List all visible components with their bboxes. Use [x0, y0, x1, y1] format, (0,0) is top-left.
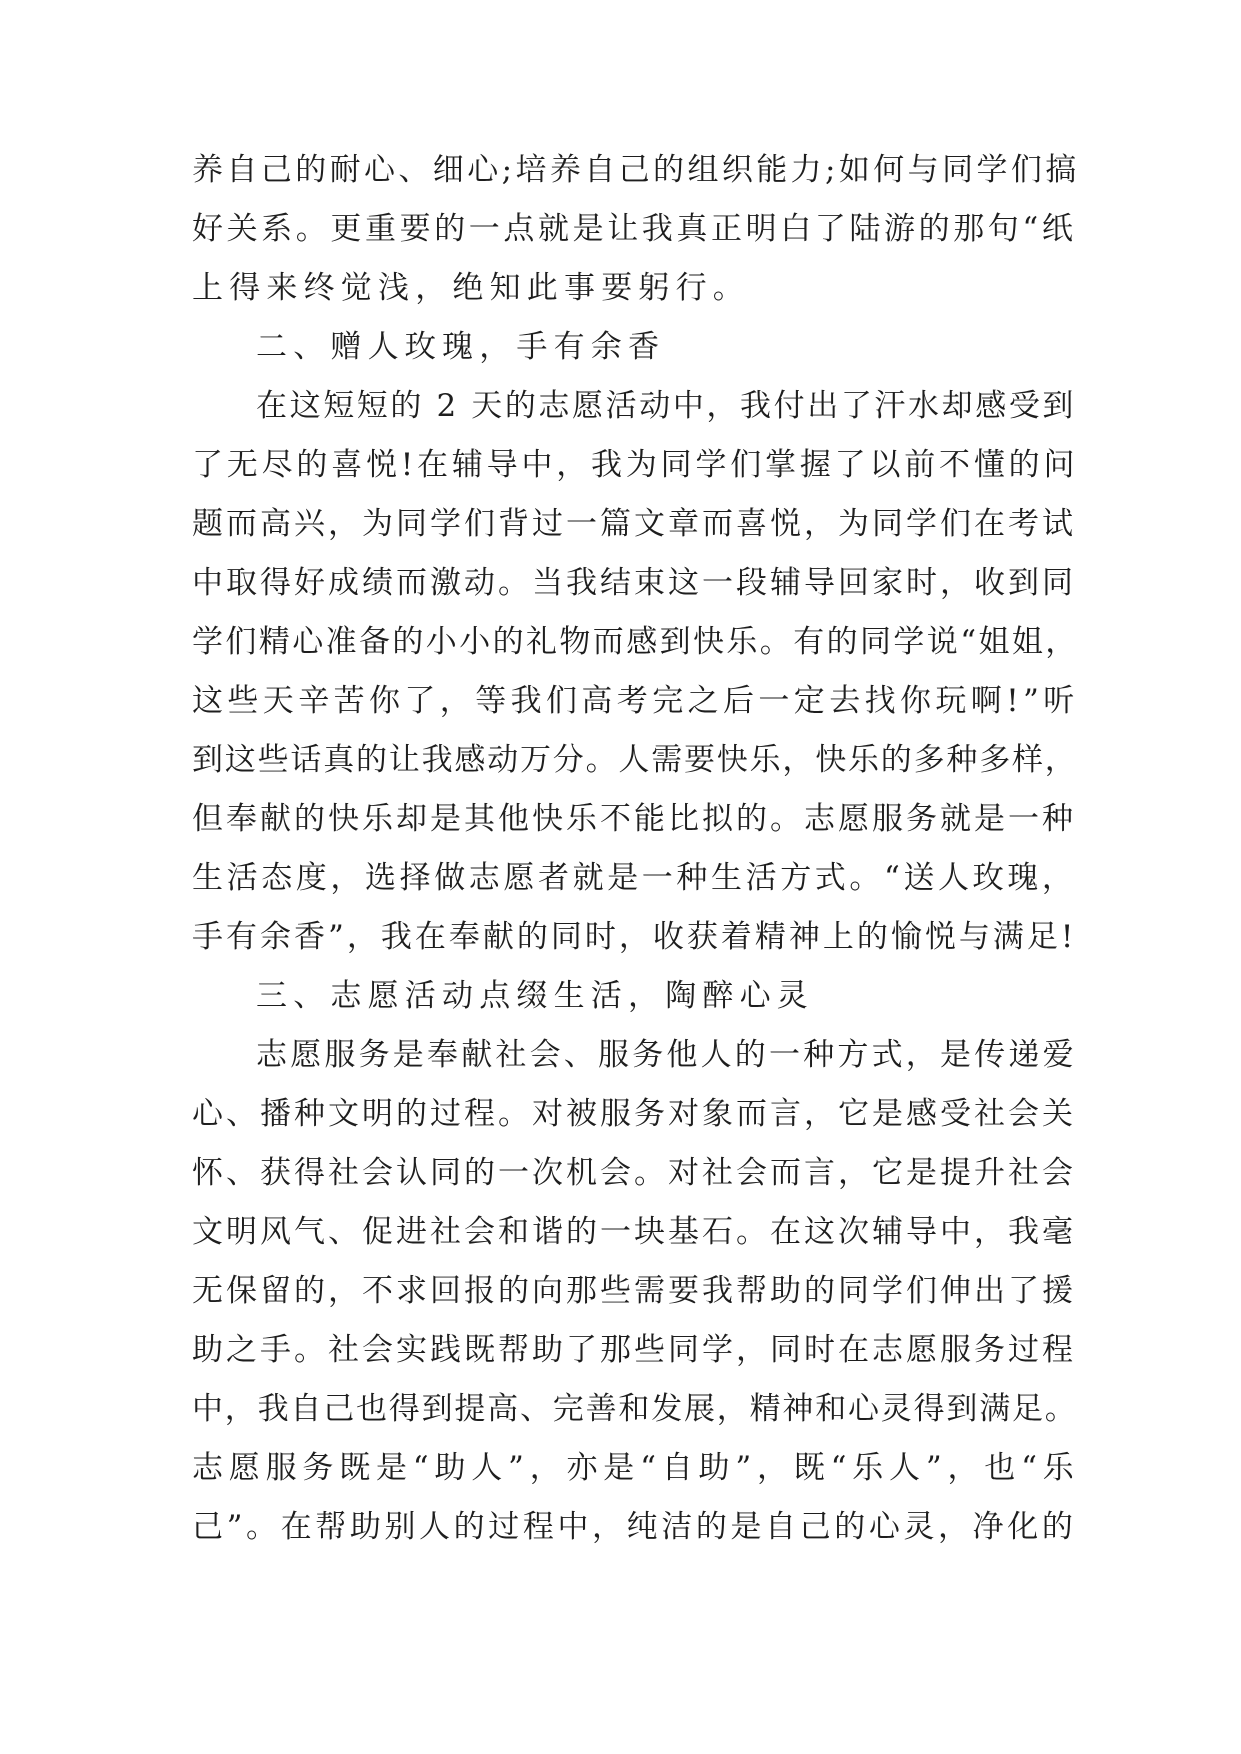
text-line: 文明风气、促进社会和谐的一块基石。在这次辅导中，我毫 [192, 1214, 1076, 1250]
text-line: 好关系。更重要的一点就是让我真正明白了陆游的那句“纸 [192, 211, 1077, 247]
text-line: 学们精心准备的小小的礼物而感到快乐。有的同学说“姐姐， [192, 624, 1079, 660]
text-line: 助之手。社会实践既帮助了那些同学，同时在志愿服务过程 [192, 1332, 1076, 1368]
text-line: 养自己的耐心、细心;培养自己的组织能力;如何与同学们搞 [192, 152, 1080, 188]
text-line: 己”。在帮助别人的过程中，纯洁的是自己的心灵，净化的 [192, 1509, 1077, 1545]
text-line: 生活态度，选择做志愿者就是一种生活方式。“送人玫瑰， [192, 860, 1077, 896]
text-line: 但奉献的快乐却是其他快乐不能比拟的。志愿服务就是一种 [192, 801, 1076, 837]
text-line: 志愿服务是奉献社会、服务他人的一种方式，是传递爱 [256, 1037, 1077, 1073]
text-line: 中取得好成绩而激动。当我结束这一段辅导回家时，收到同 [192, 565, 1076, 601]
text-line: 这些天辛苦你了，等我们高考完之后一定去找你玩啊!”听 [192, 683, 1079, 719]
text-line: 中，我自己也得到提高、完善和发展，精神和心灵得到满足。 [192, 1391, 1078, 1427]
text-line: 无保留的，不求回报的向那些需要我帮助的同学们伸出了援 [192, 1273, 1076, 1309]
section-heading: 二、赠人玫瑰，手有余香 [256, 329, 666, 365]
text-line: 到这些话真的让我感动万分。人需要快乐，快乐的多种多样， [192, 742, 1078, 778]
text-line: 题而高兴，为同学们背过一篇文章而喜悦，为同学们在考试 [192, 506, 1076, 542]
text-line: 了无尽的喜悦!在辅导中，我为同学们掌握了以前不懂的问 [192, 447, 1079, 483]
section-heading: 三、志愿活动点缀生活，陶醉心灵 [256, 978, 814, 1014]
text-line: 上得来终觉浅，绝知此事要躬行。 [192, 270, 750, 306]
text-line: 志愿服务既是“助人”，亦是“自助”，既“乐人”，也“乐 [192, 1450, 1080, 1486]
text-line: 怀、获得社会认同的一次机会。对社会而言，它是提升社会 [192, 1155, 1076, 1191]
text-line: 在这短短的 2 天的志愿活动中，我付出了汗水却感受到 [256, 388, 1077, 424]
text-line: 手有余香”，我在奉献的同时，收获着精神上的愉悦与满足! [192, 919, 1077, 955]
text-line: 心、播种文明的过程。对被服务对象而言，它是感受社会关 [192, 1096, 1076, 1132]
